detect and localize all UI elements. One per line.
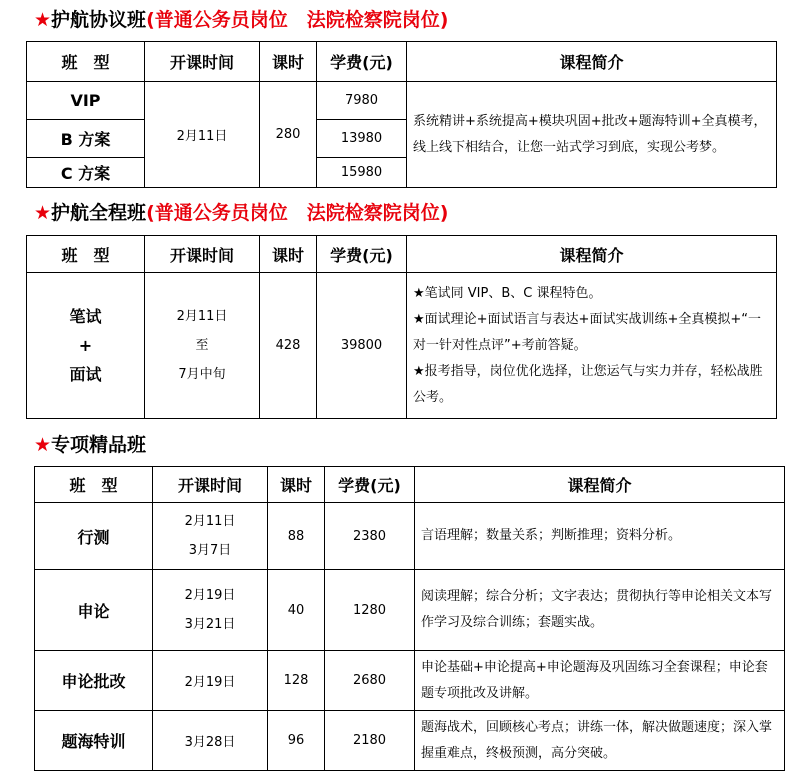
- header-date: 开课时间: [145, 236, 260, 273]
- start-date: [145, 273, 260, 419]
- class-hours: 280: [260, 82, 317, 188]
- course-desc: 阅读理解；综合分析；文字表达；贯彻执行等申论相关文本写作学习及综合训练；套题实战。: [415, 570, 785, 651]
- start-date: [153, 570, 268, 651]
- tuition-fee: 1280: [325, 570, 415, 651]
- start-date: 2月19日: [153, 651, 268, 711]
- star-icon: ★: [34, 202, 52, 224]
- class-type: C 方案: [27, 158, 145, 188]
- header-desc: 课程简介: [407, 236, 777, 273]
- section-title: [34, 198, 448, 225]
- section-title: [34, 5, 448, 32]
- start-date: [153, 503, 268, 570]
- tuition-fee: 13980: [317, 120, 407, 158]
- section-title: [34, 430, 146, 457]
- section-name: 护航全程班: [51, 202, 147, 224]
- header-desc: 课程简介: [415, 467, 785, 503]
- class-type: [27, 273, 145, 419]
- header-hours: 课时: [268, 467, 325, 503]
- header-type: 班 型: [27, 236, 145, 273]
- course-desc: 系统精讲+系统提高+模块巩固+批改+题海特训+全真模考，线上线下相结合，让您一站式学习到底，实现公考梦。: [407, 82, 777, 188]
- class-hours: 88: [268, 503, 325, 570]
- tuition-fee: 39800: [317, 273, 407, 419]
- section-name: 护航协议班: [51, 9, 147, 31]
- class-type: 申论: [35, 570, 153, 651]
- header-fee: 学费(元): [317, 42, 407, 82]
- tuition-fee: 7980: [317, 82, 407, 120]
- class-type: 行测: [35, 503, 153, 570]
- class-hours: 96: [268, 711, 325, 771]
- desc-item: ★面试理论+面试语言与表达+面试实战训练+全真模拟+“一对一针对性点评”+考前答疑。: [413, 311, 761, 353]
- class-type-line: 面试: [69, 365, 102, 384]
- class-type-line: 笔试: [69, 307, 102, 326]
- star-icon: ★: [34, 9, 52, 31]
- start-date: 2月11日: [145, 82, 260, 188]
- tuition-fee: 15980: [317, 158, 407, 188]
- table-protection-agreement: [26, 41, 777, 188]
- date-line: 3月7日: [188, 543, 232, 558]
- date-line: 3月21日: [184, 617, 236, 632]
- class-type: 申论批改: [35, 651, 153, 711]
- date-line: 2月11日: [176, 309, 228, 324]
- header-hours: 课时: [260, 236, 317, 273]
- date-line: 至: [195, 338, 209, 353]
- table-row: [35, 711, 785, 771]
- section-name: 专项精品班: [51, 434, 147, 456]
- header-fee: 学费(元): [325, 467, 415, 503]
- date-line: 2月11日: [184, 514, 236, 529]
- tuition-fee: 2180: [325, 711, 415, 771]
- class-hours: 40: [268, 570, 325, 651]
- section-positions: (普通公务员岗位 法院检察院岗位): [146, 9, 449, 31]
- course-desc: [407, 273, 777, 419]
- table-row: [35, 503, 785, 570]
- tuition-fee: 2680: [325, 651, 415, 711]
- course-desc: 题海战术，回顾核心考点；讲练一体，解决做题速度；深入掌握重难点，终极预测，高分突破。: [415, 711, 785, 771]
- course-desc: 申论基础+申论提高+申论题海及巩固练习全套课程；申论套题专项批改及讲解。: [415, 651, 785, 711]
- course-desc: 言语理解；数量关系；判断推理；资料分析。: [415, 503, 785, 570]
- desc-item: ★报考指导，岗位优化选择，让您运气与实力并存，轻松战胜公考。: [413, 363, 763, 405]
- header-hours: 课时: [260, 42, 317, 82]
- class-hours: 128: [268, 651, 325, 711]
- table-row: [35, 651, 785, 711]
- start-date: 3月28日: [153, 711, 268, 771]
- class-type: 题海特训: [35, 711, 153, 771]
- desc-item: ★笔试同 VIP、B、C 课程特色。: [413, 285, 602, 301]
- tuition-fee: 2380: [325, 503, 415, 570]
- header-desc: 课程简介: [407, 42, 777, 82]
- class-type-line: +: [78, 336, 93, 355]
- header-type: 班 型: [35, 467, 153, 503]
- header-fee: 学费(元): [317, 236, 407, 273]
- class-type: VIP: [27, 82, 145, 120]
- header-date: 开课时间: [153, 467, 268, 503]
- date-line: 7月中旬: [178, 367, 226, 382]
- header-date: 开课时间: [145, 42, 260, 82]
- table-row: [35, 570, 785, 651]
- star-icon: ★: [34, 434, 52, 456]
- class-type: B 方案: [27, 120, 145, 158]
- table-full-course: [26, 235, 777, 419]
- section-positions: (普通公务员岗位 法院检察院岗位): [146, 202, 449, 224]
- table-special-course: [34, 466, 785, 771]
- header-type: 班 型: [27, 42, 145, 82]
- date-line: 2月19日: [184, 588, 236, 603]
- class-hours: 428: [260, 273, 317, 419]
